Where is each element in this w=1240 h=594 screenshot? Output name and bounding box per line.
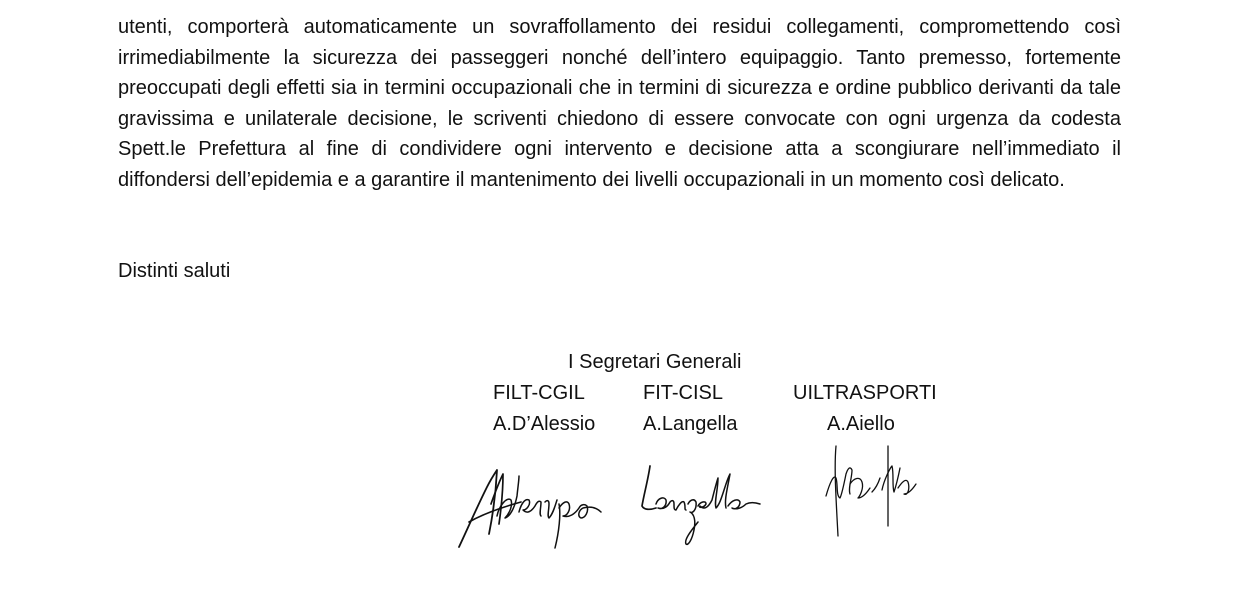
signatory-filt-cgil — [493, 378, 595, 439]
signatory-name: A.Langella — [643, 412, 738, 435]
signatory-fit-cisl — [643, 378, 738, 439]
handwritten-signature-icon — [455, 462, 615, 554]
signatory-name: A.Aiello — [827, 412, 895, 435]
closing-salutation: Distinti saluti — [118, 260, 231, 282]
signatory-uiltrasporti — [793, 378, 937, 439]
handwritten-signature-icon — [822, 438, 922, 542]
signatories-title: I Segretari Generali — [568, 351, 742, 373]
letter-body-text: utenti, comporterà automaticamente un sovraffollamento dei residui collegamenti, compromettendo così irrimediabilmente la sicurezza dei passeggeri nonché dell’intero equipaggio. Tanto premesso, fortemente preoccupati degli effetti sia in termini occupazionali che in termini di sicurezza e ordine pubblico derivanti da tale gravissima e unilaterale decisione, le scriventi chiedono di essere convocate con ogni urgenza da codesta Spett.le Prefettura al fine di condividere ogni intervento e decisione atta a scongiurare nell’immediato il diffondersi dell’epidemia e a garantire il mantenimento dei livelli occupazionali in un momento così delicato. — [118, 16, 1121, 191]
signatory-name: A.D’Alessio — [493, 412, 596, 435]
signatory-organization: FILT-CGIL — [493, 382, 585, 404]
handwritten-signature-icon — [636, 460, 766, 550]
signatory-organization: UILTRASPORTI — [793, 382, 937, 404]
signatory-organization: FIT-CISL — [643, 382, 724, 404]
